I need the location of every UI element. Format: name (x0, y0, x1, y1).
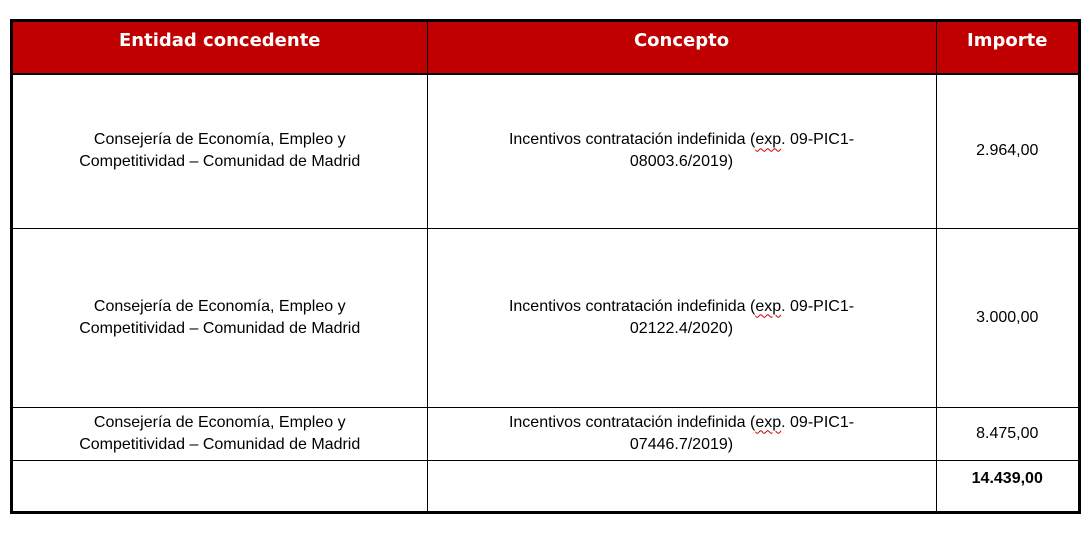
entidad-cell (13, 228, 427, 407)
concepto-cell (427, 228, 936, 407)
concepto-code: . 09-PIC1- (781, 297, 855, 315)
concepto-cell (427, 407, 936, 460)
table-row (13, 228, 1078, 407)
concepto-exp: exp (755, 413, 782, 431)
concepto-code: . 09-PIC1- (781, 131, 855, 149)
total-empty-cell (427, 460, 936, 511)
concepto-exp: exp (755, 297, 782, 315)
total-row (13, 460, 1078, 511)
entidad-line: Competitividad – Comunidad de Madrid (79, 435, 361, 453)
total-empty-cell (13, 460, 427, 511)
concepto-cell (427, 74, 936, 228)
concepto-line2: 07446.7/2019) (629, 435, 734, 453)
concepto-line (434, 412, 930, 434)
concepto-line2: 08003.6/2019) (629, 153, 734, 171)
concepto-line (434, 129, 930, 151)
table-row (13, 407, 1078, 460)
concepto-line2: 02122.4/2020) (629, 319, 734, 337)
concepto-code: . 09-PIC1- (781, 413, 855, 431)
header-row (13, 22, 1078, 74)
entidad-cell (13, 74, 427, 228)
entidad-line: Competitividad – Comunidad de Madrid (79, 319, 361, 337)
grants-table-container (10, 19, 1081, 514)
importe-cell: 8.475,00 (936, 407, 1078, 460)
importe-cell: 3.000,00 (936, 228, 1078, 407)
grants-table (13, 22, 1078, 511)
concepto-text: Incentivos contratación indefinida ( (508, 131, 756, 149)
concepto-line (434, 296, 930, 318)
concepto-text: Incentivos contratación indefinida ( (508, 297, 756, 315)
table-row (13, 74, 1078, 228)
header-concepto: Concepto (427, 22, 936, 74)
entidad-cell (13, 407, 427, 460)
entidad-line: Consejería de Economía, Empleo y (93, 413, 346, 431)
concepto-text: Incentivos contratación indefinida ( (508, 413, 756, 431)
total-importe: 14.439,00 (936, 460, 1078, 511)
entidad-line: Consejería de Economía, Empleo y (93, 131, 346, 149)
concepto-exp: exp (755, 131, 782, 149)
header-importe: Importe (936, 22, 1078, 74)
entidad-line: Competitividad – Comunidad de Madrid (79, 153, 361, 171)
importe-cell: 2.964,00 (936, 74, 1078, 228)
entidad-line: Consejería de Economía, Empleo y (93, 297, 346, 315)
header-entidad: Entidad concedente (13, 22, 427, 74)
